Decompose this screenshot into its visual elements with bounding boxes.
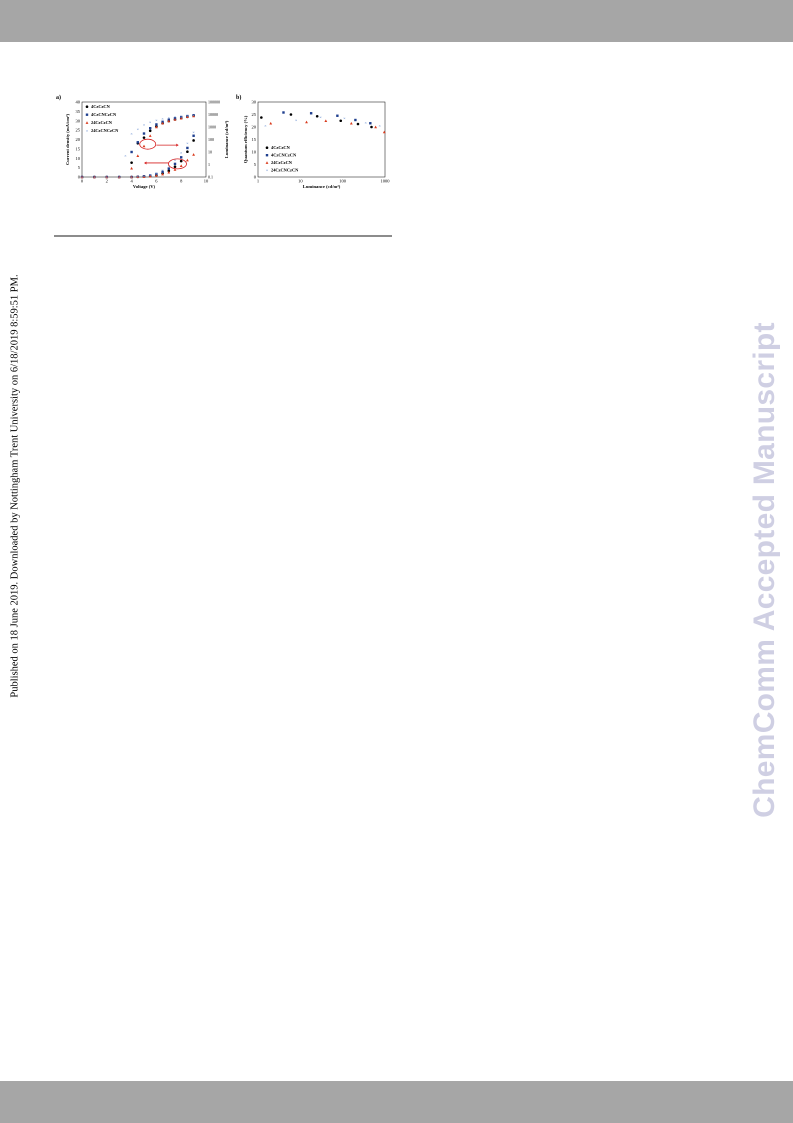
panel-a-luminance-point: × (192, 112, 195, 118)
panel-a-legend-marker: × (85, 128, 89, 134)
panel-b-plot-area (258, 102, 385, 177)
panel-a-legend-marker (86, 121, 89, 124)
panel-a-x-tick-label: 0 (80, 178, 84, 184)
panel-a-y2-tick-label: 10 (208, 149, 212, 155)
panel-b-y-tick-label: 20 (251, 124, 256, 130)
panel-a-current-point: × (155, 170, 158, 176)
panel-a-x-tick-label: 6 (155, 178, 158, 184)
panel-b-legend-label: 24CzCzCN (271, 160, 292, 165)
panel-a-current-point (180, 156, 182, 158)
panel-b-data-point (350, 122, 353, 125)
panel-b-y-tick-label: 0 (253, 174, 256, 180)
panel-a-y-tick-label: 20 (75, 137, 80, 142)
panel-b-y-tick-label: 10 (251, 149, 256, 155)
panel-a-y-tick-label: 40 (75, 99, 80, 105)
panel-a-y2-tick-label: 10000 (208, 112, 218, 117)
panel-a-luminance-point: × (186, 113, 189, 119)
panel-a-x-tick-label: 4 (130, 178, 133, 184)
panel-b-y-tick-label: 30 (251, 99, 256, 105)
panel-a-current-point: × (105, 174, 108, 180)
panel-a-luminance-point: × (149, 119, 152, 125)
panel-a-luminance-point (149, 134, 152, 137)
panel-a-luminance-point: × (136, 126, 139, 132)
section-divider (54, 235, 392, 237)
panel-b-data-point (357, 123, 360, 126)
panel-a-y2-tick-label: 1 (208, 162, 210, 167)
panel-a-current-point: × (80, 174, 84, 180)
panel-a-luminance-point (137, 141, 139, 143)
panel-b-data-point (282, 111, 284, 113)
panel-b-legend-marker (266, 154, 268, 156)
panel-a-current-point: × (93, 174, 96, 180)
panel-a-current-point: × (186, 140, 189, 146)
panel-a-current-point (186, 159, 189, 162)
panel-b-legend-label: 24CzCNCzCN (271, 167, 299, 173)
panel-a-y-tick-label: 25 (75, 127, 80, 133)
figure-svg (54, 86, 394, 202)
panel-a-luminance-point (155, 123, 157, 125)
panel-b-legend-label: 4CzCNCzCN (271, 152, 297, 158)
panel-b-data-point: × (378, 123, 381, 129)
panel-b-y-tick-label: 15 (251, 137, 256, 142)
panel-a-current-point (174, 165, 177, 168)
panel-a-x-tick-label: 8 (180, 178, 183, 184)
panel-a-legend-label: 24CzCzCN (91, 120, 112, 125)
panel-a-current-point: × (192, 129, 195, 135)
panel-a-current-point (192, 139, 195, 142)
panel-a-luminance-point (143, 132, 145, 134)
panel-a-y-tick-label: 35 (75, 108, 80, 114)
panel-a-current-point: × (142, 173, 146, 179)
panel-a-y2-tick-label: 100 (208, 137, 214, 142)
margin-note-text: Published on 18 June 2019. Downloaded by Nottingham Trent University on 6/18/2019 8:59:51 PM. (9, 274, 21, 698)
panel-b-data-point: × (343, 115, 346, 121)
panel-b-data-point: × (364, 119, 367, 125)
panel-a-current-point: × (149, 172, 152, 178)
panel-b-data-point (339, 119, 342, 122)
panel-a-y-tick-label: 0 (77, 174, 80, 180)
panel-a-annotation-ellipse (140, 139, 156, 149)
panel-b-data-point: × (295, 117, 298, 123)
panel-b-data-point (305, 121, 308, 124)
figure (54, 86, 394, 202)
panel-b-data-point (316, 115, 319, 118)
panel-a-luminance-point: × (161, 116, 164, 122)
panel-a-luminance-point (130, 151, 132, 153)
panel-a-label: a) (56, 95, 61, 101)
panel-b-x-tick-label: 1 (256, 178, 260, 184)
panel-a-luminance-point (149, 127, 151, 129)
panel-b-legend-marker: × (265, 167, 269, 173)
panel-a-x-axis-label: Voltage (V) (132, 184, 156, 189)
panel-b-legend-marker (266, 161, 269, 164)
panel-b-legend-label: 4CzCzCN (271, 145, 290, 150)
panel-a-x-tick-label: 2 (105, 178, 108, 184)
panel-a-annotation-arrowhead (176, 144, 179, 147)
panel-a-current-point: × (173, 157, 177, 163)
panel-b-data-point (336, 115, 338, 117)
panel-b-x-tick-label: 1000 (380, 178, 390, 184)
panel-b-data-point (269, 122, 272, 125)
panel-a-luminance-point (136, 154, 139, 157)
panel-a-luminance-point (143, 136, 146, 139)
panel-a-annotation-ellipse (168, 159, 186, 169)
panel-b-data-point (324, 119, 327, 122)
panel-b-label: b) (236, 95, 242, 101)
panel-a-y2-tick-label: 1000 (208, 124, 216, 130)
panel-b-legend-marker (266, 146, 269, 149)
panel-a-y2-tick-label: 100000 (208, 99, 220, 105)
panel-a-legend-marker (86, 114, 88, 116)
panel-a-x-tick-label: 10 (203, 178, 209, 184)
panel-a-y-tick-label: 5 (77, 165, 80, 171)
panel-a-luminance-point: × (155, 117, 158, 123)
panel-b-y-axis-label: Quantum efficiency (%) (243, 115, 248, 164)
panel-a-current-point (180, 160, 183, 163)
panel-b-data-point (369, 122, 371, 124)
panel-a-current-point (186, 150, 189, 153)
panel-a-current-point: × (180, 150, 183, 156)
panel-b-x-axis-label: Luminance (cd/m²) (302, 184, 341, 189)
panel-b-x-tick-label: 10 (298, 178, 303, 184)
panel-a-y-tick-label: 10 (75, 155, 80, 161)
panel-a-legend-label: 24CzCNCzCN (91, 128, 119, 133)
panel-a-current-point (192, 153, 195, 156)
panel-a-luminance-point (149, 129, 152, 132)
panel-b-y-tick-label: 25 (251, 112, 256, 117)
panel-a-luminance-point (130, 167, 133, 170)
panel-a-luminance-point: × (173, 114, 177, 120)
panel-b-data-point (310, 112, 312, 114)
panel-a-luminance-point: × (142, 122, 146, 128)
panel-b-x-tick-label: 100 (339, 178, 347, 184)
panel-a-luminance-point (143, 145, 146, 148)
panel-a-current-point: × (161, 167, 164, 173)
panel-a-y-axis-label: Current density (mA/cm²) (65, 113, 70, 166)
panel-b-y-tick-label: 5 (253, 162, 256, 167)
panel-a-current-point: × (136, 174, 139, 180)
panel-a-current-point (174, 163, 176, 165)
panel-b-data-point (370, 126, 373, 129)
panel-a-current-point: × (167, 163, 170, 169)
panel-b-data-point (290, 113, 293, 116)
watermark-text: ChemComm Accepted Manuscript (748, 322, 781, 818)
panel-a-luminance-point (130, 161, 133, 164)
panel-a-legend-marker (86, 105, 89, 108)
panel-a-current-point: × (130, 174, 133, 180)
panel-b-data-point: × (319, 114, 322, 120)
panel-a-luminance-point: × (180, 113, 183, 119)
panel-a-legend-label: 4CzCzCN (91, 104, 110, 109)
panel-b-data-point (354, 119, 356, 121)
panel-a-current-point (180, 164, 183, 167)
panel-a-luminance-point: × (167, 115, 170, 121)
panel-b-data-point (374, 126, 377, 129)
panel-a-current-point (192, 135, 194, 137)
footer-band (0, 1081, 793, 1123)
panel-a-y2-axis-label: Luminance (cd/m²) (224, 120, 229, 159)
panel-b-data-point (260, 116, 263, 119)
panel-a-current-point: × (118, 174, 121, 180)
panel-a-legend-label: 4CzCNCzCN (91, 112, 117, 117)
panel-a-current-point (186, 147, 188, 149)
panel-a-y-tick-label: 30 (75, 118, 80, 124)
panel-a-annotation-arrowhead (144, 161, 147, 164)
panel-b-data-point: × (264, 123, 267, 129)
panel-a-luminance-point: × (130, 130, 133, 136)
panel-a-y2-tick-label: 0.1 (208, 174, 213, 180)
header-band (0, 0, 793, 42)
panel-a-y-tick-label: 15 (75, 146, 80, 152)
panel-a-luminance-point: × (124, 153, 127, 159)
